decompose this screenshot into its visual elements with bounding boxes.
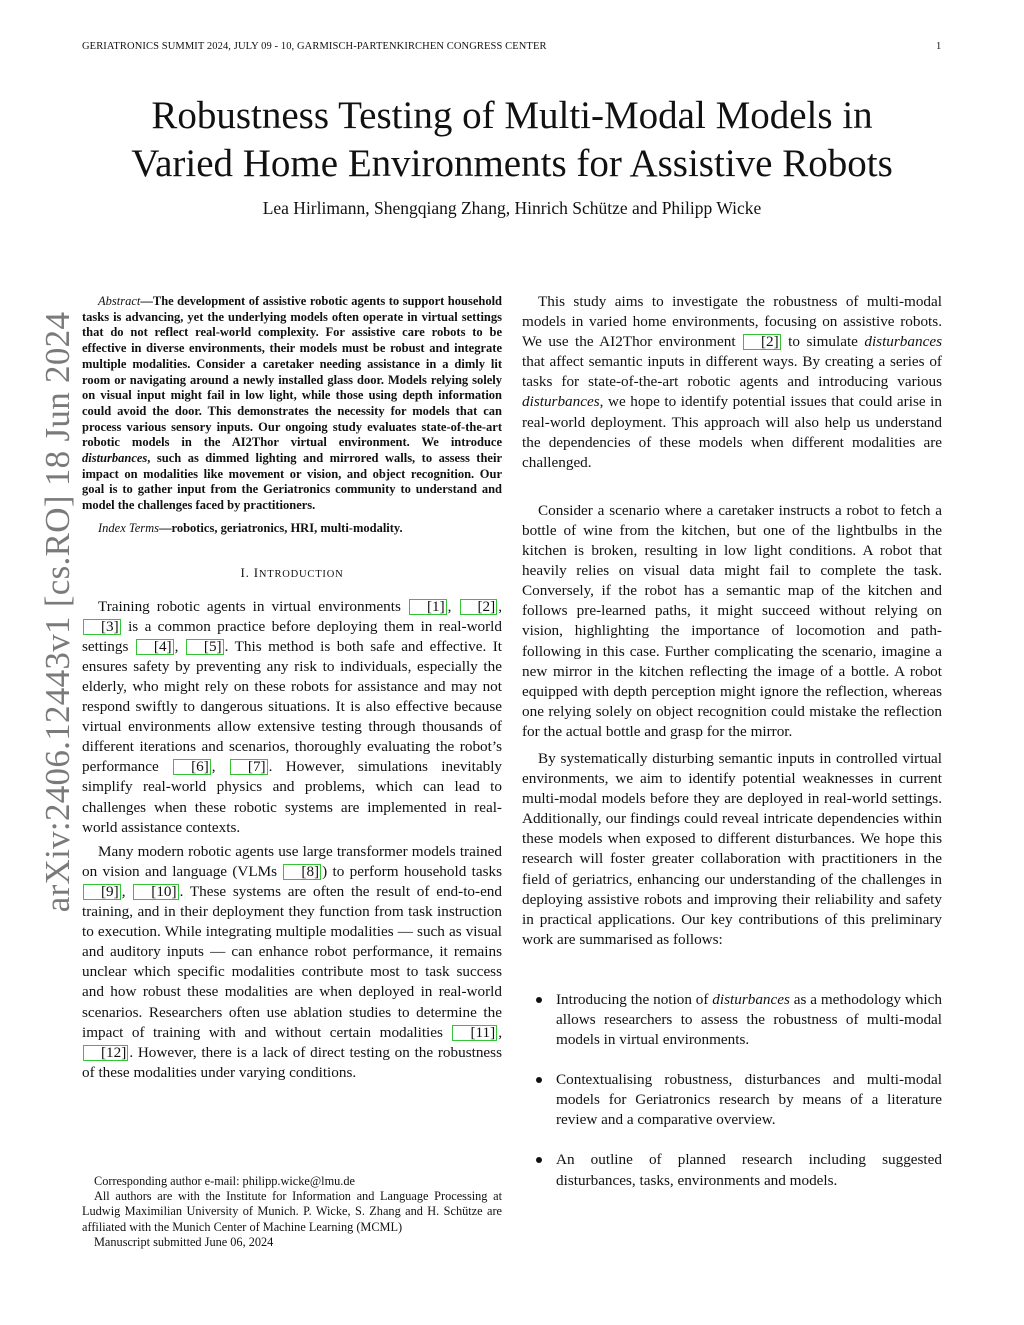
citation-link[interactable]: [5]: [186, 639, 224, 655]
right-paragraph-2: Consider a scenario where a caretaker instructs a robot to fetch a bottle of wine from the kitchen, but one of the lightbulbs in the kitchen is broken, resulting in low light conditions. A robot that heavily relies on visual data might fail to complete the task. Conversely, if the robot has a semantic map of the kitchen and follows pre-learned paths, it might succeed without relying on vision, highlighting the importance of locomotion and path-following in this case. Further complicating the scenario, imagine a new mirror in the kitchen reflecting the image of a bottle. A robot equipped with depth perception might ignore the reflection, whereas one relying solely on object recognition could mistake the reflection for the actual bottle and grasp for the mirror.: [522, 501, 942, 740]
text-run: . These systems are often the result of end-to-end training, and in their deployment they function from task instruction to execution. While integrating multiple modalities — such as visual and auditory inputs — can enhance robot performance, it remains unclear which specific modalities contribute most to task success and how robust these modalities are when deployed in real-world scenarios. Researchers often use ablation studies to determine the impact of training with and without certain modalities: [82, 882, 502, 1041]
emphasis: disturbances: [864, 333, 942, 351]
citation-link[interactable]: [4]: [136, 639, 174, 655]
contribution-item-2: [522, 1070, 942, 1130]
text-run: . This method is both safe and effective. It ensures safety by preventing any risk to individuals, especially the elderly, who might rely on these robots for assistance and may not respond swiftly to dangerous situations. It is also effective because virtual environments allow extensive testing through thousands of different iterations and scenarios, thoroughly evaluating the robot’s performance: [82, 637, 502, 776]
intro-paragraph-2: [82, 842, 502, 1083]
citation-link[interactable]: [8]: [283, 864, 321, 880]
citation-link[interactable]: [3]: [83, 619, 121, 635]
index-terms-text: robotics, geriatronics, HRI, multi-modality.: [171, 520, 403, 535]
section-numeral: I.: [240, 564, 254, 580]
text-run: ,: [211, 758, 229, 776]
abstract-dash: —: [140, 294, 153, 308]
text-run: , we hope to identify potential issues that could arise in real-world deployment. This approach will also help us understand the dependencies of these models when different modalities are challenged.: [522, 393, 942, 471]
section-initial: I: [253, 564, 259, 580]
text-run: is a common practice before deploying them in real-world settings: [82, 617, 502, 655]
left-column: [82, 294, 502, 1083]
footnotes: [82, 1174, 502, 1250]
footnote-submitted: Manuscript submitted June 06, 2024: [94, 1234, 274, 1249]
text-run: ,: [498, 1023, 502, 1041]
abstract-label: Abstract: [98, 294, 141, 308]
emphasis: disturbances: [712, 990, 790, 1008]
arxiv-stamp: arXiv:2406.12443v1 [cs.RO] 18 Jun 2024: [38, 311, 77, 913]
running-header: GERIATRONICS SUMMIT 2024, JULY 09 - 10, GARMISCH-PARTENKIRCHEN CONGRESS CENTER: [82, 41, 547, 52]
paper-title: [82, 92, 942, 188]
text-run: to simulate: [781, 333, 865, 351]
text-run: This study aims to investigate the robustness of multi-modal models in varied home environments, focusing on assistive robots. We use the AI2Thor environment: [522, 293, 942, 351]
contributions-list: [522, 990, 942, 1191]
text-run: . However, there is a lack of direct testing on the robustness of these modalities under varying conditions.: [82, 1043, 502, 1081]
right-paragraph-3: By systematically disturbing semantic inputs in controlled virtual environments, we aim to identify potential weaknesses in current multi-modal models before they are deployed in real-world settings. Additionally, our findings could reveal intricate dependencies within these models when exposed to different disturbances. We hope this research will foster greater collaboration with practitioners in the field of geriatrics, enhancing our understanding of the challenges in deploying assistive robots and improving their reliability and safety in practical applications. Our key contributions of this preliminary work are summarised as follows:: [522, 749, 942, 948]
section-heading-introduction: [82, 563, 502, 585]
text-run: Many modern robotic agents use large transformer models trained on vision and language (VLMs: [82, 842, 502, 880]
abstract-text-b: , such as dimmed lighting and mirrored walls, to assess their impact on modalities like movement or vision, and object recognition. Our goal is to gather input from the Geriatronics community to understand and model the challenges faced by practitioners.: [82, 451, 502, 513]
text-run: ,: [498, 597, 503, 615]
footnote-affiliation: All authors are with the Institute for Information and Language Processing at Ludwig Maximilian University of Munich. P. Wicke, S. Zhang and H. Schütze are affiliated with the Munich Center of Machine Learning (MCML): [82, 1189, 502, 1234]
bullet-icon: [536, 1157, 542, 1163]
contribution-item-1: [522, 990, 942, 1050]
index-terms-dash: —: [159, 520, 172, 535]
citation-link[interactable]: [7]: [230, 759, 268, 775]
bullet-icon: [536, 997, 542, 1003]
text-run: ,: [447, 597, 459, 615]
text-run: An outline of planned research including suggested disturbances, tasks, environments and models.: [556, 1151, 942, 1189]
citation-link[interactable]: [12]: [83, 1045, 128, 1061]
citation-link[interactable]: [2]: [743, 334, 781, 350]
citation-link[interactable]: [2]: [460, 599, 498, 615]
title-line-2: Varied Home Environments for Assistive Robots: [131, 142, 893, 185]
text-run: that affect semantic inputs in different ways. By creating a series of tasks for state-of-the-art robotic agents and introducing various: [522, 353, 942, 391]
text-run: as a methodology which allows researchers to assess the robustness of multi-modal models in virtual environments.: [556, 990, 942, 1049]
footnote-corresponding: Corresponding author e-mail: philipp.wicke@lmu.de: [94, 1174, 355, 1188]
intro-paragraph-1: [82, 597, 502, 838]
text-run: Contextualising robustness, disturbances and multi-modal models for Geriatronics research by means of a literature review and a comparative overview.: [556, 1071, 942, 1129]
title-line-1: Robustness Testing of Multi-Modal Models in: [151, 94, 873, 137]
text-run: Training robotic agents in virtual environments: [98, 597, 408, 615]
text-run: . However, simulations inevitably simplify real-world physics and problems, which can lead to challenges when these robotic systems are implemented in real-world assistance contexts.: [82, 758, 503, 836]
text-run: ,: [174, 637, 185, 655]
right-paragraph-1: [522, 292, 942, 473]
index-terms: [82, 521, 502, 537]
contribution-item-3: [522, 1150, 942, 1190]
right-column: [522, 292, 942, 1191]
citation-link[interactable]: [10]: [133, 884, 178, 900]
text-run: ) to perform household tasks: [322, 862, 503, 880]
citation-link[interactable]: [1]: [409, 599, 447, 615]
abstract-text-a: The development of assistive robotic agents to support household tasks is advancing, yet the underlying models often operate in virtual settings that do not reflect real-world complexity. For assistive care robots to be effective in diverse environments, their models must be robust and integrate multiple modalities. Consider a caretaker needing assistance in a dimly lit room or navigating around a newly installed glass door. Models relying solely on visual input might fail in low light, while those using depth information could avoid the door. This demonstrates the necessity for models that can process various sensory inputs. Our ongoing study evaluates state-of-the-art robotic models in the AI2Thor virtual environment. We introduce: [82, 294, 502, 450]
abstract: [82, 294, 502, 514]
emphasis: disturbances: [522, 393, 600, 411]
citation-link[interactable]: [11]: [452, 1025, 497, 1041]
page-number: 1: [936, 41, 942, 52]
citation-link[interactable]: [9]: [83, 884, 121, 900]
abstract-em: disturbances: [82, 451, 148, 466]
text-run: Introducing the notion of: [556, 990, 713, 1008]
index-terms-label: Index Terms: [98, 520, 159, 535]
bullet-icon: [536, 1077, 542, 1083]
author-list: Lea Hirlimann, Shengqiang Zhang, Hinrich Schütze and Philipp Wicke: [262, 198, 762, 218]
text-run: ,: [121, 882, 133, 900]
section-title-rest: NTRODUCTION: [258, 568, 344, 580]
citation-link[interactable]: [6]: [173, 759, 211, 775]
